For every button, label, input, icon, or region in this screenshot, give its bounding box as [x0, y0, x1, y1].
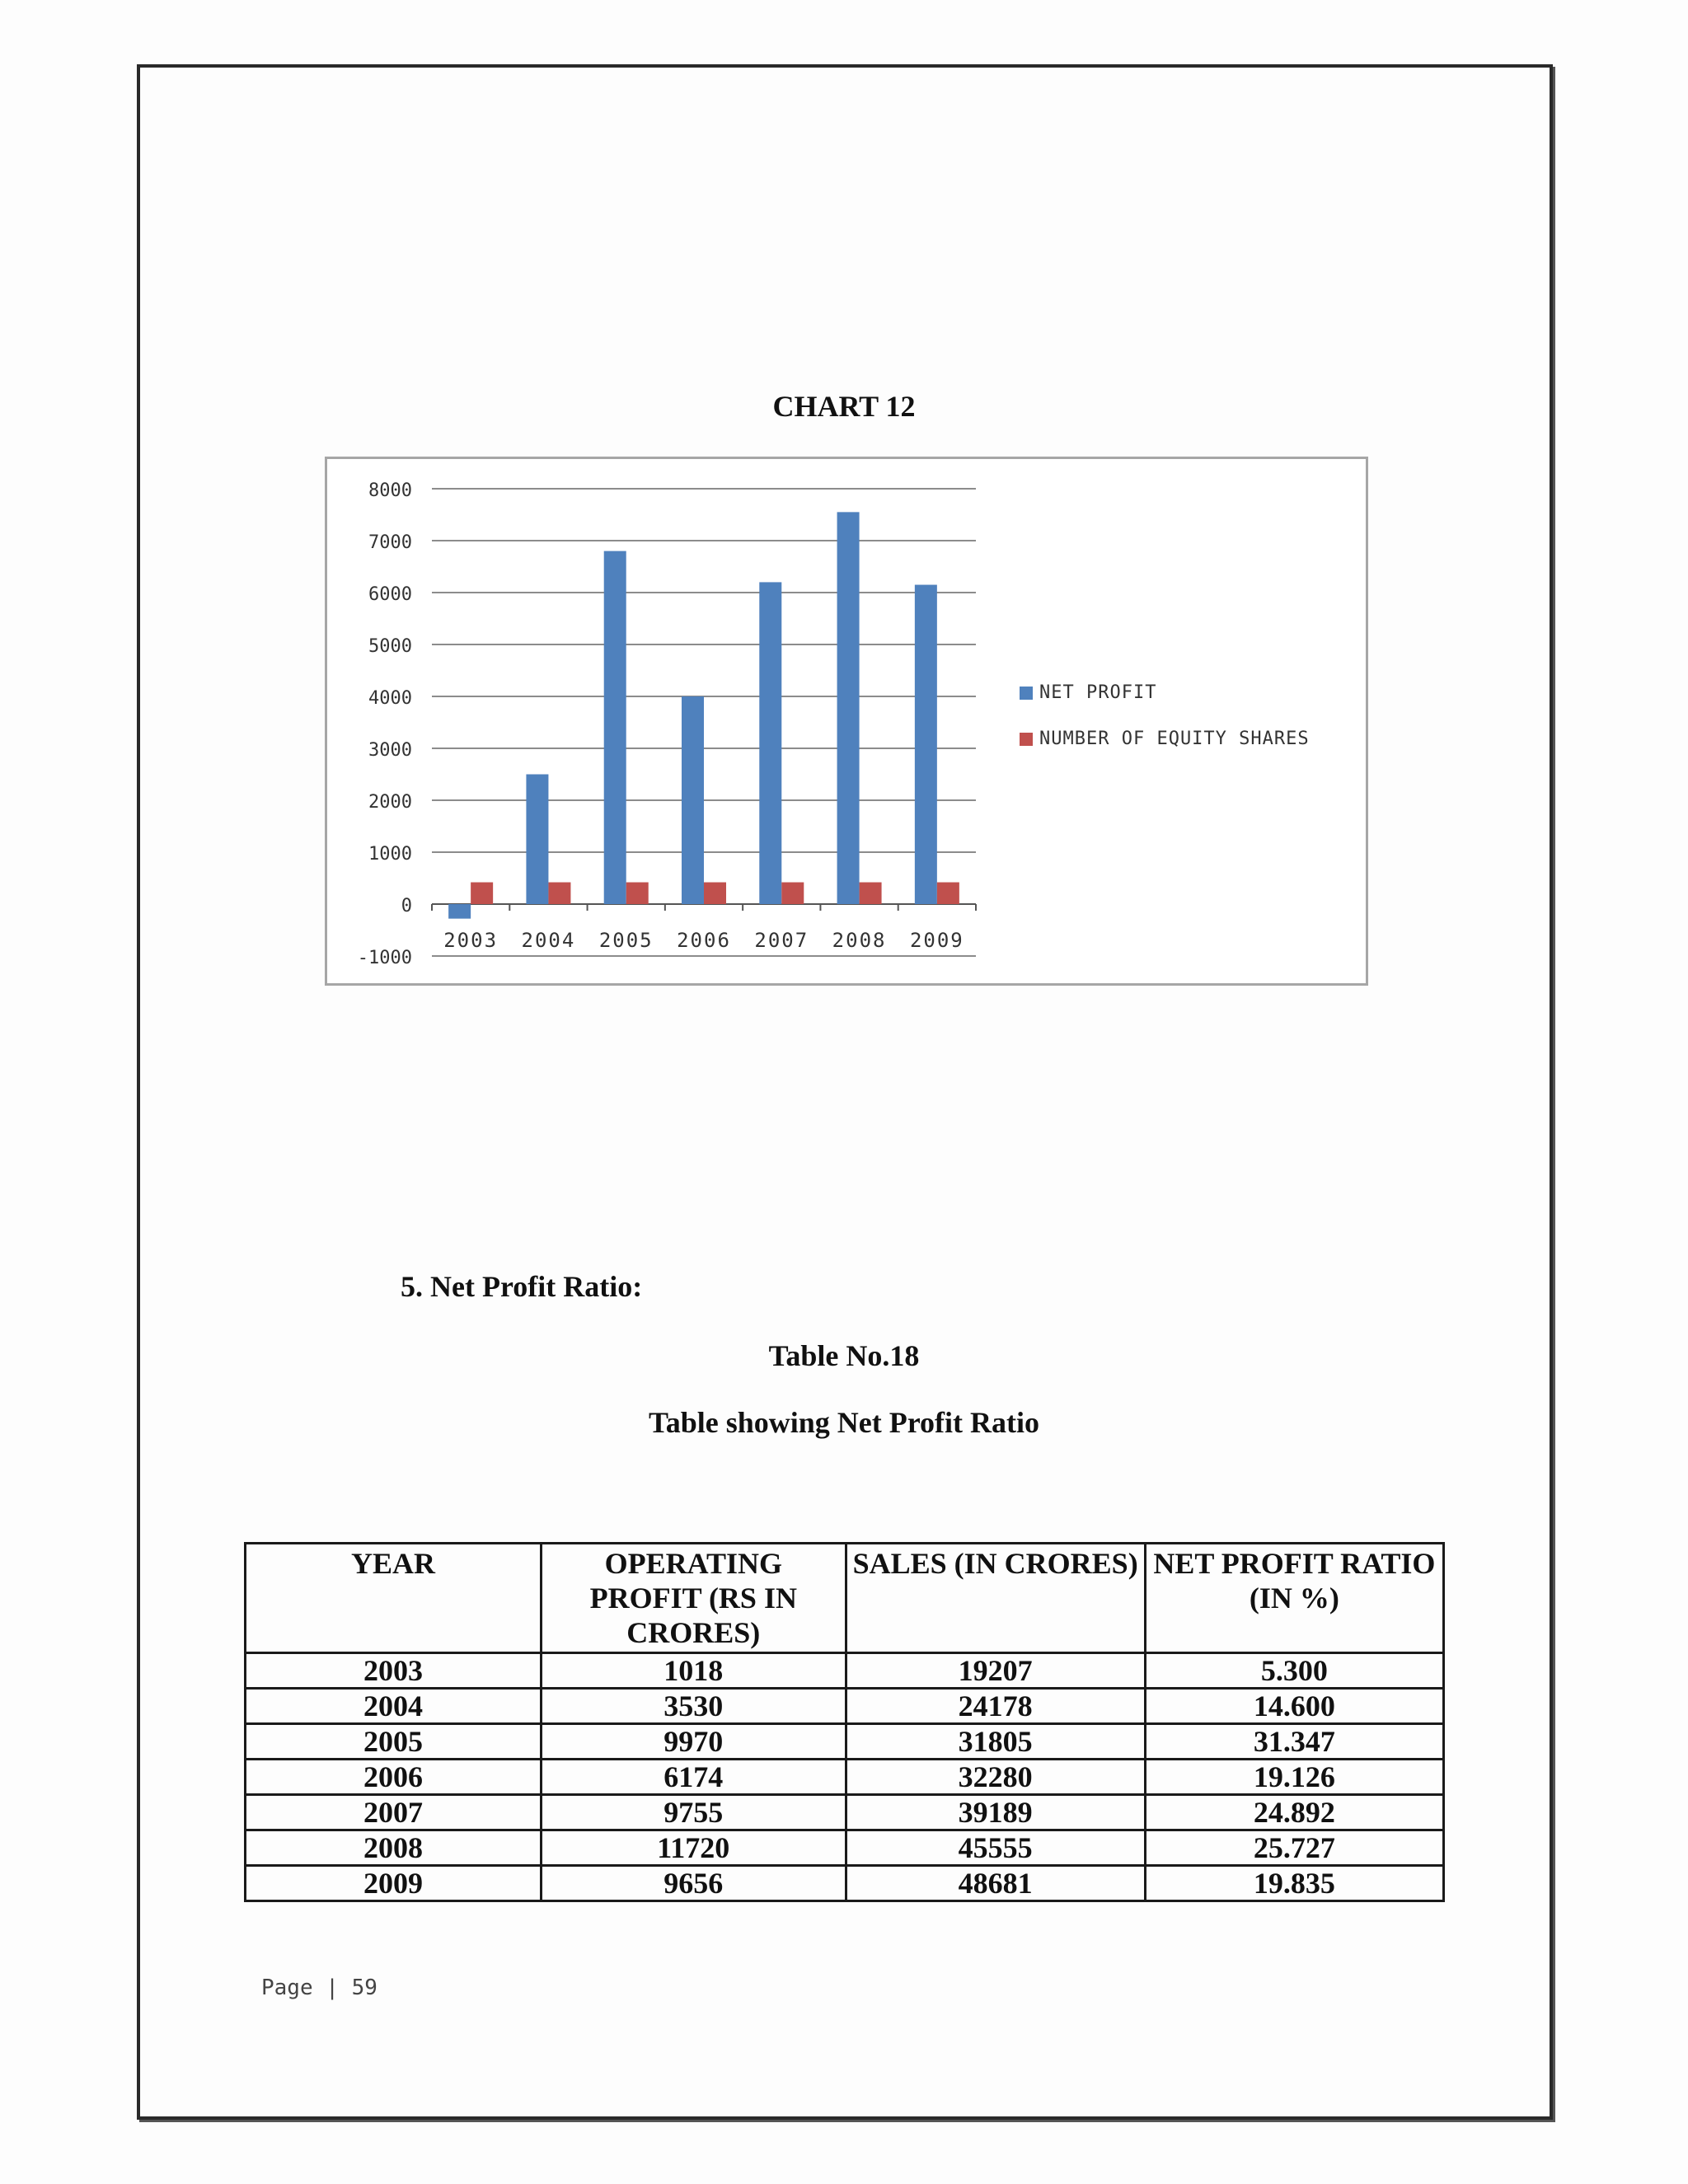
header-sales: SALES (IN CRORES)	[846, 1544, 1145, 1653]
cell-sales: 32280	[846, 1760, 1145, 1795]
cell-sales: 31805	[846, 1724, 1145, 1760]
table-row	[246, 1724, 1444, 1760]
cell-year: 2005	[246, 1724, 542, 1760]
cell-net-profit-ratio: 14.600	[1145, 1689, 1443, 1724]
table-row	[246, 1795, 1444, 1830]
table-header-row	[246, 1544, 1444, 1653]
bar-equity-shares	[937, 883, 959, 904]
table-row	[246, 1760, 1444, 1795]
cell-year: 2008	[246, 1830, 542, 1866]
table-row	[246, 1866, 1444, 1901]
x-tick-label: 2004	[521, 929, 576, 952]
cell-operating-profit: 9755	[542, 1795, 846, 1830]
cell-operating-profit: 9970	[542, 1724, 846, 1760]
section-heading: 5. Net Profit Ratio:	[401, 1270, 643, 1303]
cell-year: 2009	[246, 1866, 542, 1901]
cell-operating-profit: 3530	[542, 1689, 846, 1724]
table-row	[246, 1830, 1444, 1866]
bar-equity-shares	[860, 883, 882, 904]
cell-sales: 19207	[846, 1653, 1145, 1689]
cell-sales: 39189	[846, 1795, 1145, 1830]
y-tick-label: 2000	[368, 792, 412, 813]
cell-net-profit-ratio: 25.727	[1145, 1830, 1443, 1866]
y-tick-label: 0	[401, 896, 412, 916]
bar-net-profit	[526, 775, 548, 905]
y-tick-label: 3000	[368, 740, 412, 761]
x-tick-label: 2006	[677, 929, 731, 952]
x-tick-label: 2003	[443, 929, 499, 952]
cell-year: 2006	[246, 1760, 542, 1795]
header-year: YEAR	[246, 1544, 542, 1653]
cell-net-profit-ratio: 19.835	[1145, 1866, 1443, 1901]
y-tick-label: 4000	[368, 688, 412, 709]
table-caption: Table showing Net Profit Ratio	[648, 1406, 1039, 1439]
page-footer: Page | 59	[261, 1975, 377, 2000]
x-tick-label: 2008	[832, 929, 887, 952]
table-row	[246, 1689, 1444, 1724]
cell-year: 2003	[246, 1653, 542, 1689]
cell-sales: 45555	[846, 1830, 1145, 1866]
bar-net-profit	[604, 551, 626, 904]
bar-chart	[327, 459, 1366, 983]
cell-operating-profit: 6174	[542, 1760, 846, 1795]
cell-net-profit-ratio: 19.126	[1145, 1760, 1443, 1795]
bar-net-profit	[837, 512, 860, 904]
bar-net-profit	[448, 904, 471, 919]
y-tick-label: -1000	[357, 948, 412, 968]
bar-equity-shares	[626, 883, 649, 904]
legend-swatch-equity-shares	[1020, 733, 1033, 746]
y-tick-label: 1000	[368, 844, 412, 865]
cell-operating-profit: 9656	[542, 1866, 846, 1901]
table-row	[246, 1653, 1444, 1689]
cell-year: 2004	[246, 1689, 542, 1724]
cell-net-profit-ratio: 31.347	[1145, 1724, 1443, 1760]
x-tick-label: 2009	[909, 929, 964, 952]
y-tick-label: 8000	[368, 480, 412, 501]
y-tick-label: 7000	[368, 532, 412, 553]
header-net-profit-ratio: NET PROFIT RATIO (IN %)	[1145, 1544, 1443, 1653]
y-tick-label: 5000	[368, 636, 412, 657]
bar-equity-shares	[471, 883, 493, 904]
legend-swatch-net-profit	[1020, 687, 1033, 700]
cell-operating-profit: 1018	[542, 1653, 846, 1689]
bar-net-profit	[682, 696, 704, 904]
bar-equity-shares	[548, 883, 570, 904]
bar-equity-shares	[704, 883, 726, 904]
cell-sales: 24178	[846, 1689, 1145, 1724]
x-tick-label: 2007	[754, 929, 809, 952]
cell-sales: 48681	[846, 1866, 1145, 1901]
y-tick-label: 6000	[368, 584, 412, 605]
bar-net-profit	[759, 582, 781, 904]
legend-label-net-profit: NET PROFIT	[1039, 682, 1157, 703]
bar-net-profit	[915, 585, 937, 904]
cell-net-profit-ratio: 5.300	[1145, 1653, 1443, 1689]
cell-net-profit-ratio: 24.892	[1145, 1795, 1443, 1830]
cell-operating-profit: 11720	[542, 1830, 846, 1866]
net-profit-ratio-table	[244, 1542, 1445, 1902]
legend-label-equity-shares: NUMBER OF EQUITY SHARES	[1039, 729, 1310, 749]
cell-year: 2007	[246, 1795, 542, 1830]
header-operating-profit: OPERATING PROFIT (RS IN CRORES)	[542, 1544, 846, 1653]
table-number: Table No.18	[768, 1339, 920, 1372]
x-tick-label: 2005	[598, 929, 654, 952]
chart-container	[325, 457, 1368, 986]
chart-title: CHART 12	[772, 390, 916, 423]
bar-equity-shares	[781, 883, 804, 904]
